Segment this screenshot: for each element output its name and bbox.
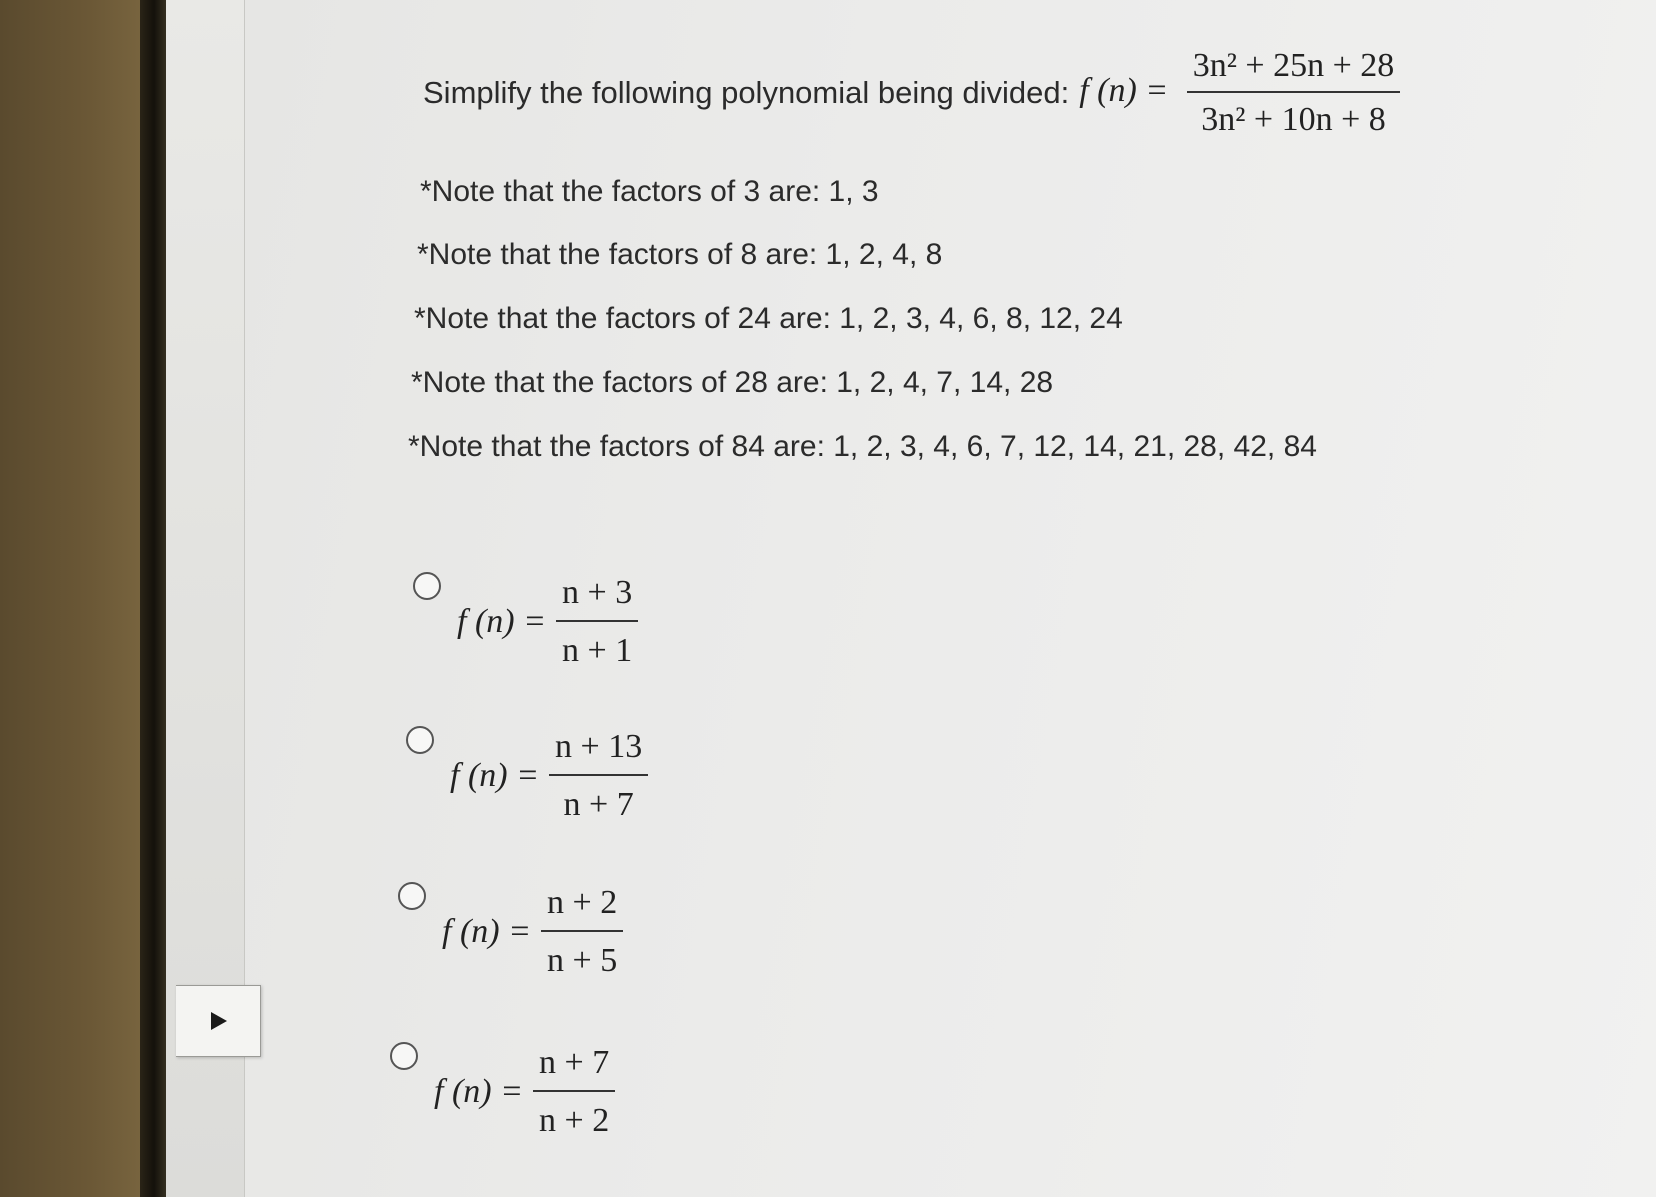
- play-triangle-icon: [206, 1009, 230, 1033]
- prompt-function-lhs: f (n) =: [1079, 71, 1169, 109]
- option-numerator: n + 13: [549, 728, 648, 776]
- monitor-bezel: [140, 0, 168, 1197]
- option-lhs: f (n) =: [434, 1073, 524, 1110]
- note-factors-8: *Note that the factors of 8 are: 1, 2, 4, 8: [417, 238, 943, 271]
- option-denominator: n + 7: [563, 786, 634, 823]
- option-numerator: n + 3: [556, 574, 638, 622]
- prompt-text: Simplify the following polynomial being divided:: [423, 75, 1070, 110]
- radio-button[interactable]: [406, 726, 434, 754]
- option-numerator: n + 7: [533, 1044, 615, 1092]
- question-prompt: [423, 38, 1400, 148]
- option-lhs: f (n) =: [457, 603, 547, 640]
- option-lhs: f (n) =: [442, 913, 532, 950]
- option-numerator: n + 2: [541, 884, 623, 932]
- answer-option-4[interactable]: [390, 1038, 615, 1140]
- radio-button[interactable]: [413, 572, 441, 600]
- radio-button[interactable]: [390, 1042, 418, 1070]
- option-denominator: n + 5: [547, 942, 618, 979]
- radio-button[interactable]: [398, 882, 426, 910]
- note-factors-24: *Note that the factors of 24 are: 1, 2, 3, 4, 6, 8, 12, 24: [414, 302, 1123, 335]
- prompt-denominator: 3n² + 10n + 8: [1201, 101, 1386, 138]
- option-fraction: [533, 1044, 615, 1140]
- collapse-toggle-button[interactable]: [176, 985, 261, 1057]
- prompt-numerator: 3n² + 25n + 28: [1187, 47, 1401, 93]
- answer-option-3[interactable]: [398, 878, 623, 980]
- answer-option-2[interactable]: [406, 722, 648, 824]
- option-denominator: n + 1: [562, 632, 633, 669]
- option-lhs: f (n) =: [450, 757, 540, 794]
- note-factors-84: *Note that the factors of 84 are: 1, 2, 3, 4, 6, 7, 12, 14, 21, 28, 42, 84: [408, 430, 1317, 463]
- option-fraction: [549, 728, 648, 824]
- note-factors-28: *Note that the factors of 28 are: 1, 2, 4, 7, 14, 28: [411, 366, 1054, 399]
- option-denominator: n + 2: [539, 1102, 610, 1139]
- prompt-fraction: [1187, 47, 1401, 139]
- desk-background: [0, 0, 150, 1197]
- note-factors-3: *Note that the factors of 3 are: 1, 3: [420, 175, 879, 208]
- answer-option-1[interactable]: [413, 568, 638, 670]
- option-fraction: [556, 574, 638, 670]
- option-fraction: [541, 884, 623, 980]
